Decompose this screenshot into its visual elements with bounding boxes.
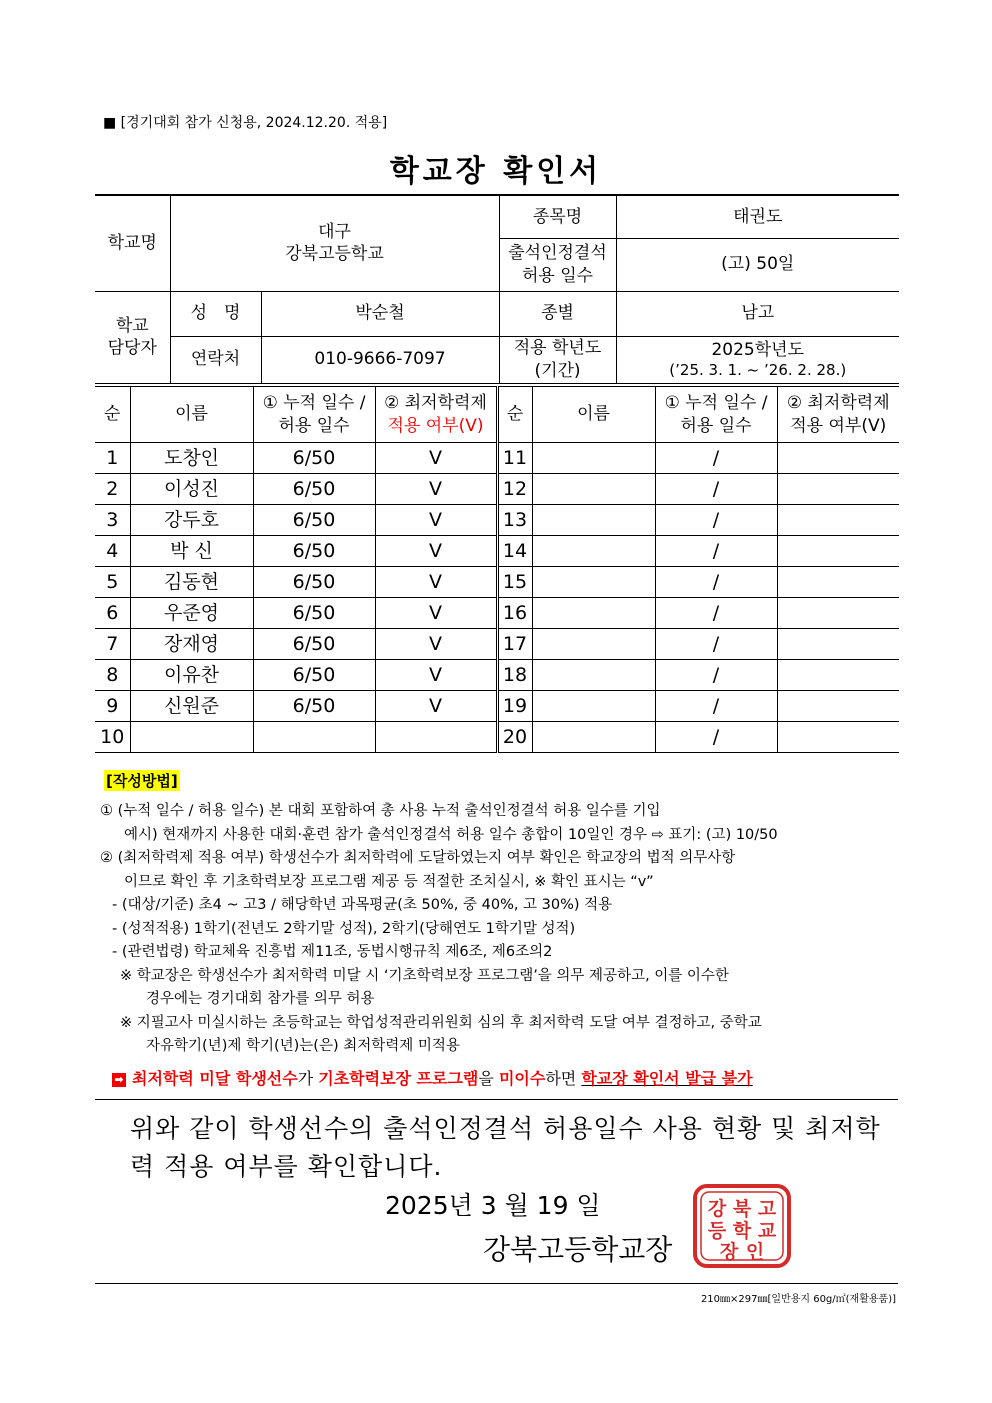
min-check: V — [375, 660, 497, 691]
absence-label-line2: 허용 일수 — [521, 265, 594, 286]
table-row — [95, 474, 899, 505]
table-row — [95, 536, 899, 567]
name-label: 성 명 — [170, 291, 261, 336]
header-min-line2: 적용 여부(V) — [387, 415, 484, 436]
student-name — [130, 722, 253, 753]
days-count: / — [655, 722, 777, 753]
contact-value: 010-9666-7097 — [261, 336, 499, 383]
year-label — [499, 336, 616, 383]
entries-header-row — [95, 387, 899, 443]
student-name — [532, 474, 655, 505]
row-number: 13 — [497, 505, 532, 536]
header-note: ■ [경기대회 참가 신청용, 2024.12.20. 적용] — [103, 115, 388, 131]
days-count: / — [655, 691, 777, 722]
absence-value: (고) 50일 — [616, 238, 899, 291]
days-count: 6/50 — [253, 536, 375, 567]
table-row — [95, 505, 899, 536]
days-count: / — [655, 536, 777, 567]
note-5: - (대상/기준) 초4 ~ 고3 / 해당학년 과목평균(초 50%, 중 40%, 고 30%) 적용 — [112, 897, 613, 913]
table-row — [95, 567, 899, 598]
table-row — [95, 722, 899, 753]
student-name — [532, 691, 655, 722]
min-check — [375, 722, 497, 753]
min-check: V — [375, 474, 497, 505]
row-number: 16 — [497, 598, 532, 629]
table-row — [95, 660, 899, 691]
svg-text:등: 등 — [707, 1220, 727, 1242]
student-name: 강두호 — [130, 505, 253, 536]
warning-part5: 미이수 — [498, 1069, 546, 1088]
header-min-2-line2: 적용 여부(V) — [790, 415, 887, 436]
days-count: / — [655, 443, 777, 474]
info-table — [95, 194, 899, 384]
row-number: 20 — [497, 722, 532, 753]
student-name: 이유찬 — [130, 660, 253, 691]
note-4: 이므로 확인 후 기초학력보장 프로그램 제공 등 적절한 조치실시, ※ 확인 표시는 “v” — [124, 873, 654, 890]
student-name — [532, 722, 655, 753]
row-number: 10 — [95, 722, 130, 753]
table-row — [95, 598, 899, 629]
student-name: 이성진 — [130, 474, 253, 505]
footer-divider — [95, 1283, 898, 1284]
row-number: 19 — [497, 691, 532, 722]
manager-label-line1: 학교 — [115, 315, 149, 336]
confirmation-text: 위와 같이 학생선수의 출석인정결석 허용일수 사용 현황 및 최저학력 적용 여부를 확인합니다. — [130, 1114, 881, 1181]
student-name: 박 신 — [130, 536, 253, 567]
paper-spec: 210㎜×297㎜[일반용지 60g/㎡(재활용품)] — [700, 1294, 896, 1305]
student-name — [532, 567, 655, 598]
gender-label: 종별 — [499, 291, 616, 336]
student-name — [532, 443, 655, 474]
absence-label-line1: 출석인정결석 — [508, 243, 607, 264]
row-number: 14 — [497, 536, 532, 567]
student-name — [532, 660, 655, 691]
year-value-line1: 2025학년도 — [711, 339, 805, 360]
note-11: 자유학기(년)제 학기(년)는(은) 최저학력제 미적용 — [146, 1038, 460, 1054]
manager-label — [95, 291, 170, 383]
header-days-2-line1: ① 누적 일수 / — [664, 393, 768, 414]
days-count: / — [655, 660, 777, 691]
min-check — [777, 722, 899, 753]
days-count: 6/50 — [253, 567, 375, 598]
row-number: 15 — [497, 567, 532, 598]
header-days-line1: ① 누적 일수 / — [262, 393, 366, 414]
warning-part4: 을 — [478, 1069, 499, 1088]
header-min — [375, 387, 497, 443]
warning-part1: 최저학력 미달 학생선수 — [132, 1069, 298, 1088]
sport-label: 종목명 — [499, 195, 616, 238]
svg-text:학: 학 — [732, 1220, 752, 1242]
header-days-2-line2: 허용 일수 — [680, 415, 752, 436]
manager-label-line2: 담당자 — [107, 338, 157, 358]
header-min-2-line1: ② 최저학력제 — [786, 393, 890, 414]
row-number: 9 — [95, 691, 130, 722]
year-label-line1: 적용 학년도 — [513, 338, 602, 359]
min-check — [777, 567, 899, 598]
warning-line — [112, 1066, 753, 1089]
days-count: / — [655, 629, 777, 660]
row-number: 2 — [95, 474, 130, 505]
days-count: 6/50 — [253, 629, 375, 660]
note-3: ② (최저학력제 적용 여부) 학생선수가 최저학력에 도달하였는지 여부 확인은 학교장의 법적 의무사항 — [100, 850, 736, 866]
svg-text:인: 인 — [745, 1241, 765, 1263]
method-title: [작성방법] — [106, 772, 178, 790]
days-count: 6/50 — [253, 598, 375, 629]
days-count: / — [655, 567, 777, 598]
year-value — [616, 336, 899, 383]
days-count: 6/50 — [253, 474, 375, 505]
row-number: 6 — [95, 598, 130, 629]
min-check — [777, 505, 899, 536]
min-check — [777, 474, 899, 505]
days-count: 6/50 — [253, 660, 375, 691]
student-name: 장재영 — [130, 629, 253, 660]
table-row — [95, 629, 899, 660]
student-name — [532, 505, 655, 536]
row-number: 12 — [497, 474, 532, 505]
table-row — [95, 443, 899, 474]
year-label-line2: (기간) — [534, 360, 581, 381]
header-min-line1: ② 최저학력제 — [384, 393, 487, 414]
svg-text:교: 교 — [757, 1220, 777, 1242]
student-name: 신원준 — [130, 691, 253, 722]
header-days — [253, 387, 375, 443]
header-name: 이름 — [130, 387, 253, 443]
note-7: - (관련법령) 학교체육 진흥법 제11조, 동법시행규칙 제6조, 제6조의2 — [112, 944, 553, 960]
min-check — [777, 660, 899, 691]
arrow-box-icon: ➡ — [112, 1073, 126, 1087]
student-name — [532, 598, 655, 629]
row-number: 7 — [95, 629, 130, 660]
header-no: 순 — [95, 387, 130, 443]
min-check — [777, 691, 899, 722]
student-name: 우준영 — [130, 598, 253, 629]
school-cell — [170, 195, 499, 291]
note-9: 경우에는 경기대회 참가를 의무 허용 — [146, 991, 375, 1007]
header-days-line2: 허용 일수 — [278, 415, 350, 436]
min-check — [777, 598, 899, 629]
days-count: 6/50 — [253, 505, 375, 536]
principal-name: 강북고등학교장 — [483, 1233, 673, 1266]
days-count: 6/50 — [253, 691, 375, 722]
warning-part3: 기초학력보장 프로그램 — [318, 1069, 479, 1088]
year-period: (’25. 3. 1. ~ ’26. 2. 28.) — [669, 360, 847, 379]
warning-part7: 학교장 확인서 발급 불가 — [581, 1069, 753, 1088]
row-number: 11 — [497, 443, 532, 474]
page-title: 학교장 확인서 — [389, 154, 603, 189]
row-number: 18 — [497, 660, 532, 691]
row-number: 4 — [95, 536, 130, 567]
row-number: 1 — [95, 443, 130, 474]
warning-part2: 가 — [297, 1069, 319, 1088]
min-check — [777, 443, 899, 474]
notes — [100, 800, 900, 1059]
note-1: ① (누적 일수 / 허용 일수) 본 대회 포함하여 총 사용 누적 출석인정결석 허용 일수를 기입 — [100, 803, 661, 819]
warning-part6: 하면 — [545, 1069, 582, 1088]
contact-label: 연락처 — [170, 336, 261, 383]
absence-label — [499, 238, 616, 291]
divider — [95, 1099, 898, 1100]
table-row — [95, 691, 899, 722]
svg-text:고: 고 — [757, 1198, 777, 1220]
school-label: 학교명 — [95, 195, 170, 291]
min-check: V — [375, 567, 497, 598]
row-number: 3 — [95, 505, 130, 536]
days-count: / — [655, 474, 777, 505]
svg-text:장: 장 — [719, 1241, 739, 1263]
svg-text:북: 북 — [732, 1198, 752, 1220]
row-number: 5 — [95, 567, 130, 598]
student-name — [532, 536, 655, 567]
sport-value: 태권도 — [616, 195, 899, 238]
entries-table — [95, 386, 899, 753]
official-seal — [692, 1183, 792, 1269]
days-count: / — [655, 505, 777, 536]
header-days-2 — [655, 387, 777, 443]
min-check — [777, 536, 899, 567]
student-name: 도창인 — [130, 443, 253, 474]
header-name-2: 이름 — [532, 387, 655, 443]
days-count: / — [655, 598, 777, 629]
school-name: 강북고등학교 — [285, 244, 384, 265]
gender-value: 남고 — [616, 291, 899, 336]
student-name — [532, 629, 655, 660]
header-min-2 — [777, 387, 899, 443]
min-check: V — [375, 505, 497, 536]
school-city: 대구 — [318, 222, 351, 243]
min-check — [777, 629, 899, 660]
min-check: V — [375, 598, 497, 629]
days-count: 6/50 — [253, 443, 375, 474]
min-check: V — [375, 691, 497, 722]
min-check: V — [375, 536, 497, 567]
issue-date: 2025년 3 월 19 일 — [385, 1191, 601, 1220]
student-name: 김동현 — [130, 567, 253, 598]
days-count — [253, 722, 375, 753]
header-no-2: 순 — [497, 387, 532, 443]
min-check: V — [375, 629, 497, 660]
note-2: 예시) 현재까지 사용한 대회·훈련 참가 출석인정결석 허용 일수 총합이 10일인 경우 ⇨ 표기: (고) 10/50 — [124, 826, 778, 843]
row-number: 17 — [497, 629, 532, 660]
name-value: 박순철 — [261, 291, 499, 336]
note-6: - (성적적용) 1학기(전년도 2학기말 성적), 2학기(당해연도 1학기말 성적) — [112, 920, 576, 937]
note-10: ※ 지필고사 미실시하는 초등학교는 학업성적관리위원회 심의 후 최저학력 도달 여부 결정하고, 중학교 — [120, 1014, 762, 1031]
row-number: 8 — [95, 660, 130, 691]
svg-text:강: 강 — [707, 1198, 727, 1220]
note-8: ※ 학교장은 학생선수가 최저학력 미달 시 ‘기초학력보장 프로그램’을 의무 제공하고, 이를 이수한 — [120, 967, 729, 984]
min-check: V — [375, 443, 497, 474]
